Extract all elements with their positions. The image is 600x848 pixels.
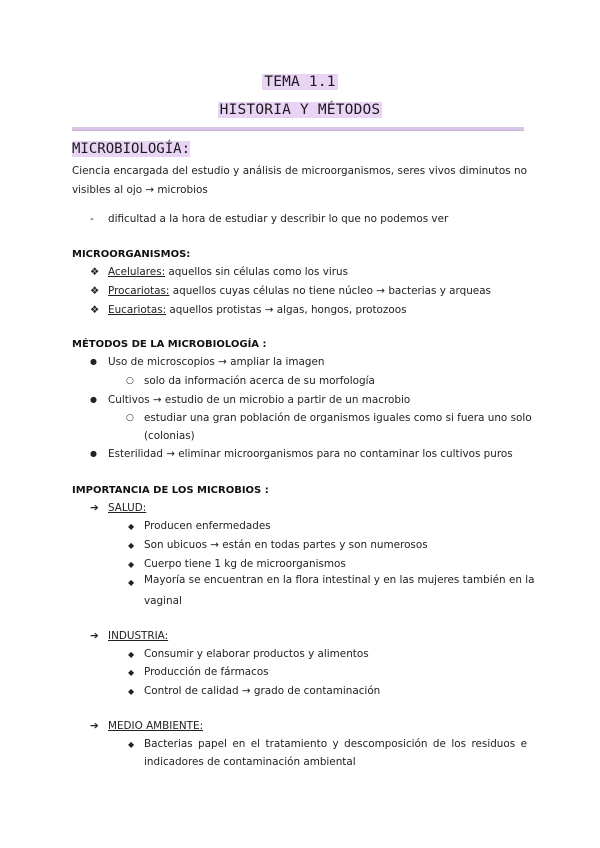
importancia-heading: IMPORTANCIA DE LOS MICROBIOS : xyxy=(72,485,269,496)
diamond-cluster-bullet-icon: ❖ xyxy=(90,266,100,278)
list-item: Producción de fármacos xyxy=(144,666,269,678)
list-item xyxy=(108,304,406,316)
term-desc: aquellos cuyas células no tiene núcleo → bacterias y arqueas xyxy=(169,285,491,297)
list-item: Son ubicuos → están en todas partes y son numerosos xyxy=(144,539,428,551)
term: Acelulares: xyxy=(108,266,166,278)
diamond-bullet-icon: ◆ xyxy=(128,650,135,659)
diamond-bullet-icon: ◆ xyxy=(128,740,135,749)
list-item: Mayoría se encuentran en la flora intestinal y en las mujeres también en la xyxy=(144,574,535,586)
list-item: Consumir y elaborar productos y alimentos xyxy=(144,648,369,660)
list-item xyxy=(108,285,491,297)
list-item: Uso de microscopios → ampliar la imagen xyxy=(108,356,325,368)
metodos-heading: MÉTODOS DE LA MICROBIOLOGÍA : xyxy=(72,339,267,350)
bullet-icon: ● xyxy=(90,449,97,458)
industria-label: INDUSTRIA: xyxy=(108,630,169,642)
diamond-bullet-icon: ◆ xyxy=(128,560,135,569)
list-item: Cuerpo tiene 1 kg de microorganismos xyxy=(144,558,346,570)
microorganismos-heading: MICROORGANISMOS: xyxy=(72,249,191,260)
medio-ambiente-label: MEDIO AMBIENTE: xyxy=(108,720,204,732)
title-divider xyxy=(72,127,524,131)
list-item-cont: indicadores de contaminación ambiental xyxy=(144,756,356,768)
arrow-bullet-icon: ➔ xyxy=(90,630,99,642)
bullet-icon: ● xyxy=(90,357,97,366)
doc-title-line1: TEMA 1.1 xyxy=(264,74,336,90)
diamond-bullet-icon: ◆ xyxy=(128,687,135,696)
diamond-bullet-icon: ◆ xyxy=(128,522,135,531)
intro-dash-item: dificultad a la hora de estudiar y describir lo que no podemos ver xyxy=(108,213,449,225)
arrow-bullet-icon: ➔ xyxy=(90,502,99,514)
list-item-cont: vaginal xyxy=(144,595,182,607)
intro-paragraph: Ciencia encargada del estudio y análisis de microorganismos, seres vivos diminutos no visibles al ojo → microbios xyxy=(72,165,527,196)
sub-list-item: solo da información acerca de su morfología xyxy=(144,375,375,387)
list-item: Bacterias papel en el tratamiento y descomposición de los residuos e xyxy=(144,738,527,750)
hollow-bullet-icon: ○ xyxy=(126,413,134,423)
bullet-icon: ● xyxy=(90,395,97,404)
list-item: Control de calidad → grado de contaminación xyxy=(144,685,381,697)
term-desc: aquellos protistas → algas, hongos, protozoos xyxy=(166,304,407,316)
list-item xyxy=(108,266,348,278)
sub-list-item: estudiar una gran población de organismos iguales como si fuera uno solo xyxy=(144,412,532,424)
doc-title-line2: HISTORIA Y MÉTODOS xyxy=(219,102,381,118)
list-item: Esterilidad → eliminar microorganismos para no contaminar los cultivos puros xyxy=(108,448,513,460)
term: Eucariotas: xyxy=(108,304,167,316)
salud-label: SALUD: xyxy=(108,502,147,514)
arrow-bullet-icon: ➔ xyxy=(90,720,99,732)
diamond-cluster-bullet-icon: ❖ xyxy=(90,304,100,316)
term: Procariotas: xyxy=(108,285,170,297)
diamond-bullet-icon: ◆ xyxy=(128,578,135,587)
diamond-cluster-bullet-icon: ❖ xyxy=(90,285,100,297)
section-heading: MICROBIOLOGÍA: xyxy=(72,141,191,157)
term-desc: aquellos sin células como los virus xyxy=(165,266,349,278)
diamond-bullet-icon: ◆ xyxy=(128,541,135,550)
list-item: Producen enfermedades xyxy=(144,520,271,532)
list-item: Cultivos → estudio de un microbio a partir de un macrobio xyxy=(108,394,411,406)
diamond-bullet-icon: ◆ xyxy=(128,668,135,677)
hollow-bullet-icon: ○ xyxy=(126,376,134,386)
sub-list-item-cont: (colonias) xyxy=(144,430,195,442)
dash-bullet: - xyxy=(90,213,94,225)
